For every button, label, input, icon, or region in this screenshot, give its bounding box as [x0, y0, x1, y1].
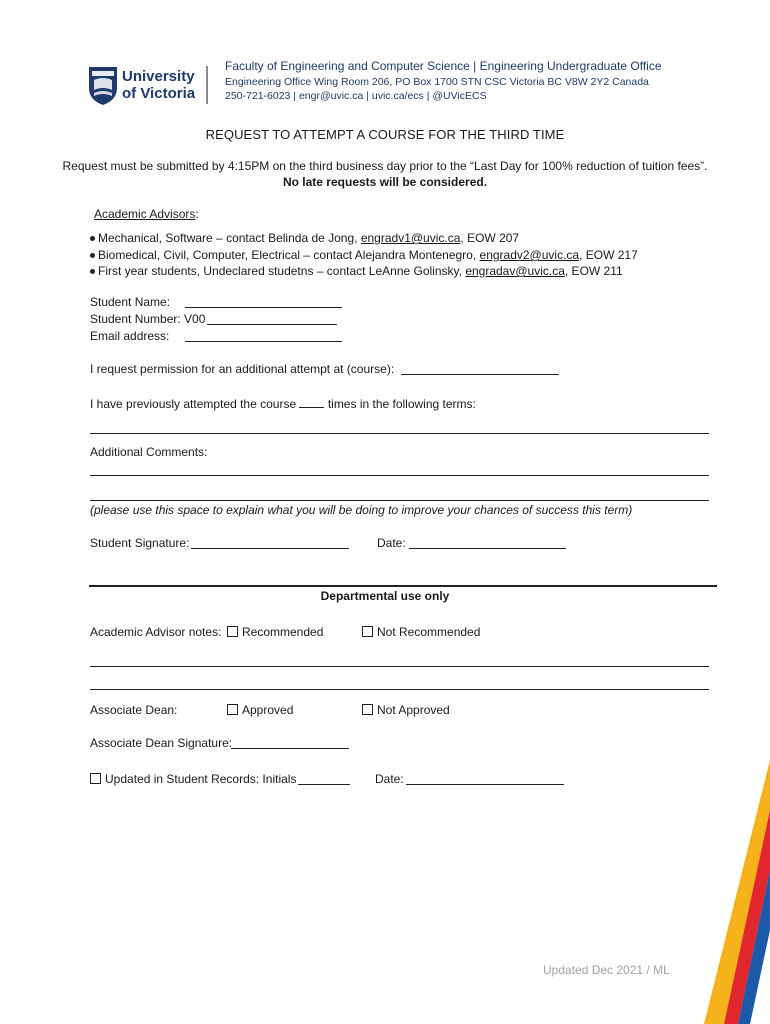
bullet-icon: [90, 269, 95, 274]
records-date-field[interactable]: [406, 773, 564, 785]
comments-label: Additional Comments:: [90, 445, 208, 459]
contact-line: 250-721-6023 | engr@uvic.ca | uvic.ca/ecs | @UVicECS: [225, 90, 487, 102]
student-number-field[interactable]: [207, 313, 337, 325]
student-signature-field[interactable]: [191, 537, 349, 549]
section-divider: [89, 585, 717, 587]
student-name-field[interactable]: [185, 296, 342, 308]
student-name-label: Student Name:: [90, 295, 171, 309]
records-date-label: Date:: [375, 772, 404, 786]
student-signature-label: Student Signature:: [90, 536, 190, 550]
decorative-stripes: [700, 760, 770, 1024]
advisor-item: Biomedical, Civil, Computer, Electrical – contact Alejandra Montenegro, engradv2@uvic.ca, EOW 217: [90, 248, 638, 263]
address-line: Engineering Office Wing Room 206, PO Box 1700 STN CSC Victoria BC V8W 2Y2 Canada: [225, 76, 649, 88]
logo-wordmark: University of Victoria: [122, 68, 196, 102]
records-option[interactable]: Updated in Student Records: Initials: [90, 772, 296, 787]
advisor-notes-label: Academic Advisor notes:: [90, 625, 222, 639]
previous-attempts-label: I have previously attempted the course times in the following terms:: [90, 397, 476, 411]
date-label: Date:: [377, 536, 406, 550]
uvic-logo: [88, 66, 118, 106]
comments-line[interactable]: [90, 500, 709, 501]
comments-hint: (please use this space to explain what you will be doing to improve your chances of success this term): [90, 503, 633, 517]
advisor-item: Mechanical, Software – contact Belinda de Jong, engradv1@uvic.ca, EOW 207: [90, 231, 519, 246]
deadline-note: Request must be submitted by 4:15PM on the third business day prior to the “Last Day for 100% reduction of tuition fees”.: [62, 159, 708, 173]
associate-dean-label: Associate Dean:: [90, 703, 178, 717]
bullet-icon: [90, 236, 95, 241]
date-field[interactable]: [409, 537, 566, 549]
not-recommended-option[interactable]: Not Recommended: [362, 625, 480, 640]
email-field[interactable]: [185, 330, 342, 342]
header-divider: [206, 66, 208, 104]
checkbox-icon[interactable]: [362, 626, 373, 637]
recommended-option[interactable]: Recommended: [227, 625, 323, 640]
advisor-item: First year students, Undeclared studetns – contact LeAnne Golinsky, engradav@uvic.ca, EOW 211: [90, 264, 623, 279]
departmental-heading: Departmental use only: [320, 589, 450, 603]
advisor-notes-line[interactable]: [90, 689, 709, 690]
advisor-email-link[interactable]: engradv1@uvic.ca: [360, 231, 461, 245]
checkbox-icon[interactable]: [90, 773, 101, 784]
late-note: No late requests will be considered.: [282, 175, 488, 189]
initials-field[interactable]: [298, 773, 350, 785]
dean-signature-field[interactable]: [231, 737, 349, 749]
comments-line[interactable]: [90, 475, 709, 476]
attempts-count-field[interactable]: [299, 396, 324, 408]
updated-note: Updated Dec 2021 / ML: [543, 963, 670, 977]
form-title: REQUEST TO ATTEMPT A COURSE FOR THE THIRD TIME: [205, 127, 565, 142]
email-label: Email address:: [90, 329, 170, 343]
checkbox-icon[interactable]: [227, 704, 238, 715]
dean-signature-label: Associate Dean Signature:: [90, 736, 233, 750]
approved-option[interactable]: Approved: [227, 703, 293, 718]
advisor-notes-line[interactable]: [90, 666, 709, 667]
checkbox-icon[interactable]: [227, 626, 238, 637]
advisor-email-link[interactable]: engradav@uvic.ca: [465, 264, 565, 278]
student-number-label: Student Number: V00: [90, 312, 206, 326]
advisor-email-link[interactable]: engradv2@uvic.ca: [479, 248, 580, 262]
terms-line[interactable]: [90, 433, 709, 434]
bullet-icon: [90, 253, 95, 258]
advisors-heading: Academic Advisors:: [94, 207, 199, 221]
faculty-line: Faculty of Engineering and Computer Science | Engineering Undergraduate Office: [225, 59, 662, 73]
course-field[interactable]: [401, 363, 559, 375]
permission-label: I request permission for an additional attempt at (course):: [90, 362, 395, 376]
not-approved-option[interactable]: Not Approved: [362, 703, 450, 718]
checkbox-icon[interactable]: [362, 704, 373, 715]
